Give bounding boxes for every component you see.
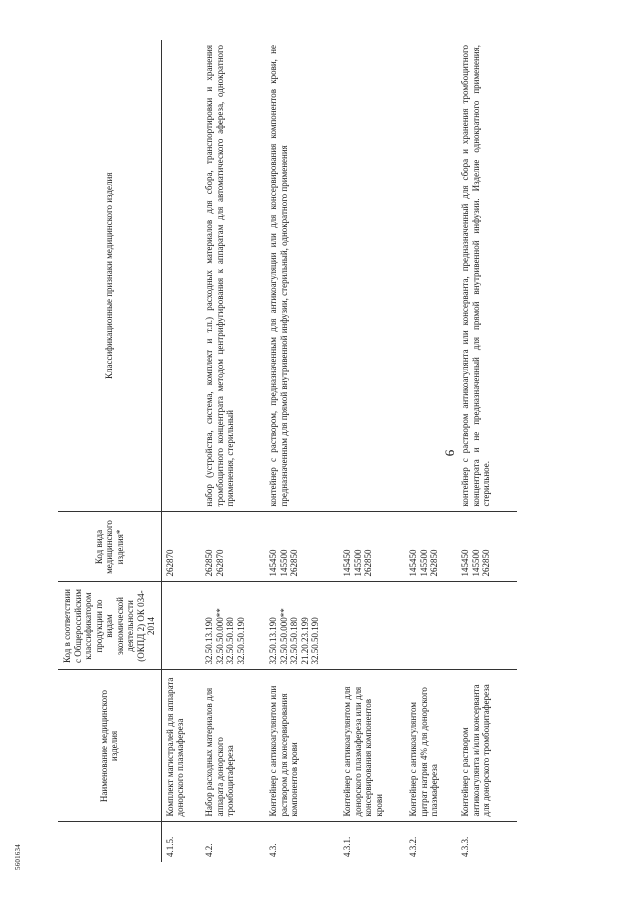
okpd-codes xyxy=(161,582,201,670)
page-number: 9 xyxy=(442,449,458,457)
classification-text: контейнер с раствором антикоагулянта или консерванта, предназначенный для сбора и хранения тромбоцитного концентрата и не предназначенный для прямой внутривенной инфузии. Изделие однократного применения, стерильное. xyxy=(457,40,517,512)
okpd-codes xyxy=(339,582,405,670)
okpd-codes xyxy=(265,582,339,670)
device-kind-code: 262850 xyxy=(204,549,215,577)
row-number: 4.3. xyxy=(268,843,279,857)
device-kind-code: 262850 xyxy=(429,549,440,577)
device-kind-codes xyxy=(265,512,339,582)
okpd-code: 32.50.50.000** xyxy=(214,608,225,665)
header-classification: Классификационные признаки медицинского изделия xyxy=(58,40,161,512)
device-kind-codes xyxy=(457,512,517,582)
okpd-code: 32.50.50.190 xyxy=(310,617,321,665)
device-kind-code: 145500 xyxy=(278,549,289,577)
row-number: 4.1.5. xyxy=(164,836,175,857)
okpd-codes xyxy=(201,582,265,670)
device-kind-code: 145450 xyxy=(408,549,419,577)
okpd-code: 32.50.13.190 xyxy=(268,617,279,665)
device-kind-code: 262850 xyxy=(481,549,492,577)
header-device-name: Наименование медицинского изделия xyxy=(58,670,161,822)
row-number: 4.3.1. xyxy=(342,836,353,857)
table-row xyxy=(201,40,265,862)
table-header-row xyxy=(58,40,161,862)
table-row xyxy=(265,40,339,862)
header-okpd-code: Код в соответствии с Общероссийским классификатором продукции по видам экономической деятельности (ОКПД 2) ОК 034-2014 xyxy=(58,582,161,670)
classification-text: контейнер с раствором, предназначенным для антикоагуляции или для консервирования компонентов крови, не предназначенным для прямой внутривенной инфузии, стерильный, однократного применения xyxy=(265,40,339,512)
okpd-code: 32.50.13.190 xyxy=(204,617,215,665)
device-name: Контейнер с раствором антикоагулянта и/или консерванта для донорского тромбоцитафереза xyxy=(457,670,517,822)
row-number: 4.3.2. xyxy=(408,836,419,857)
okpd-codes xyxy=(457,582,517,670)
device-kind-code: 145500 xyxy=(352,549,363,577)
table-row xyxy=(457,40,517,862)
device-kind-codes xyxy=(405,512,457,582)
okpd-code: 32.50.50.180 xyxy=(289,617,300,665)
device-kind-code: 145450 xyxy=(342,549,353,577)
classification-text: набор (устройства, система, комплект и т.п.) расходных материалов для сбора, транспортировки и хранения тромбоцитного концентрата методом центрифугирования к аппаратам для автоматического афереза, однократного применения, стерильный xyxy=(201,40,265,512)
device-kind-code: 262870 xyxy=(214,549,225,577)
medical-devices-table xyxy=(58,40,517,862)
device-name: Комплект магистралей для аппарата донорского плазмафереза xyxy=(161,670,201,822)
device-kind-code: 262850 xyxy=(363,549,374,577)
table-row xyxy=(339,40,405,862)
device-kind-codes xyxy=(339,512,405,582)
header-device-kind-code: Код вида медицинского изделия* xyxy=(58,512,161,582)
device-kind-code: 145450 xyxy=(460,549,471,577)
classification-text xyxy=(339,40,405,512)
okpd-codes xyxy=(405,582,457,670)
okpd-code: 32.50.50.190 xyxy=(235,617,246,665)
okpd-code: 32.50.50.180 xyxy=(225,617,236,665)
device-kind-codes xyxy=(161,512,201,582)
document-code: 5601634 xyxy=(14,844,22,870)
classification-text xyxy=(161,40,201,512)
table-row xyxy=(161,40,201,862)
rotated-table-container xyxy=(58,40,532,862)
header-number xyxy=(58,822,161,862)
device-kind-code: 262870 xyxy=(164,549,175,577)
okpd-code: 21.20.23.199 xyxy=(299,617,310,665)
device-kind-code: 262850 xyxy=(289,549,300,577)
row-number: 4.2. xyxy=(204,843,215,857)
device-kind-code: 145500 xyxy=(418,549,429,577)
device-name: Контейнер с антикоагулянтом для донорского плазмафереза или для консервирования компонентов крови xyxy=(339,670,405,822)
device-kind-code: 145500 xyxy=(470,549,481,577)
okpd-code: 32.50.50.000** xyxy=(278,608,289,665)
device-kind-codes xyxy=(201,512,265,582)
table-row xyxy=(405,40,457,862)
row-number: 4.3.3. xyxy=(460,836,471,857)
device-name: Набор расходных материалов для аппарата донорского тромбоцитафереза xyxy=(201,670,265,822)
classification-text xyxy=(405,40,457,512)
device-kind-code: 145450 xyxy=(268,549,279,577)
device-name: Контейнер с антикоагулянтом или раствором для консервирования компонентов крови xyxy=(265,670,339,822)
table-body xyxy=(161,40,517,862)
device-name: Контейнер с антикоагулянтом цитрат натрия 4% для донорского плазмафереза xyxy=(405,670,457,822)
